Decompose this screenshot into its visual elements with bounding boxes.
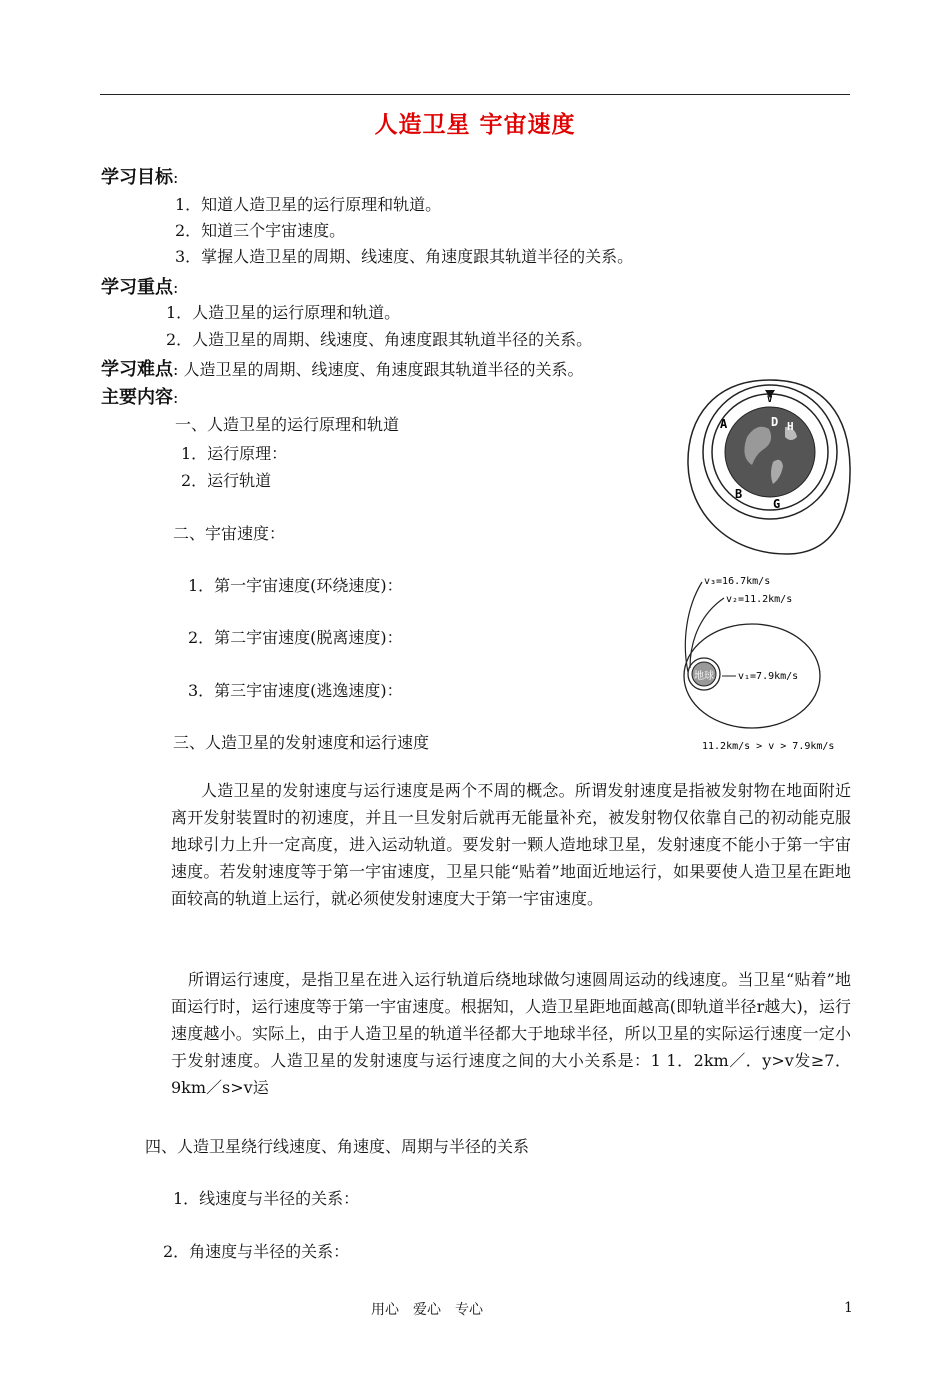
section-3-paragraph-1: 人造卫星的发射速度与运行速度是两个不周的概念。所谓发射速度是指被发射物在地面附近离开发射装置时的初速度，并且一旦发射后就再无能量补充，被发射物仅依靠自己的初动能克服地球引力上升一定高度，进入运动轨道。要发射一颗人造地球卫星，发射速度不能小于第一宇宙速度。若发射速度等于第一宇宙速度，卫星只能“贴着”地面近地运行，如果要使人造卫星在距地面较高的轨道上运行，就必须使发射速度大于第一宇宙速度。 [171, 781, 851, 908]
section-4-title: 四、人造卫星绕行线速度、角速度、周期与半径的关系 [145, 1137, 530, 1156]
difficulty-line: 学习难点: 人造卫星的周期、线速度、角速度跟其轨道半径的关系。 [101, 359, 584, 380]
main-heading: 主要内容 [101, 387, 173, 408]
objectives-heading: 学习目标 [101, 167, 173, 188]
orbit-diagram [685, 372, 855, 562]
keypoint-item: 2．人造卫星的周期、线速度、角速度跟其轨道半径的关系。 [166, 330, 593, 349]
section-1-item: 2．运行轨道 [181, 471, 272, 490]
v1-label: v₁=7.9km/s [738, 671, 799, 682]
section-2-title: 二、宇宙速度： [173, 524, 286, 543]
objective-item: 2．知道三个宇宙速度。 [175, 221, 346, 240]
section-2-item: 2．第二宇宙速度(脱离速度)： [188, 628, 403, 647]
orbit-label: V [767, 395, 773, 405]
section-2-item: 1．第一宇宙速度(环绕速度)： [188, 576, 403, 595]
objective-item: 1．知道人造卫星的运行原理和轨道。 [175, 195, 442, 214]
earth-label: 地球 [694, 671, 714, 682]
objective-item: 3．掌握人造卫星的周期、线速度、角速度跟其轨道半径的关系。 [175, 247, 634, 266]
v2-label: v₂=11.2km/s [726, 594, 793, 605]
main-heading-line: 主要内容: [101, 387, 179, 408]
cosmic-velocity-diagram [680, 568, 860, 756]
keypoints-heading: 学习重点 [101, 277, 173, 298]
difficulty-text: 人造卫星的周期、线速度、角速度跟其轨道半径的关系。 [183, 360, 584, 379]
v3-label: v₃=16.7km/s [704, 576, 771, 587]
section-4-item: 1．线速度与半径的关系： [173, 1189, 360, 1208]
escape-trajectory-v2 [690, 598, 724, 668]
footer-motto: 用心 爱心 专心 [371, 1302, 483, 1318]
keypoints-heading-line: 学习重点: [101, 277, 179, 298]
objectives-heading-line: 学习目标: [101, 167, 179, 188]
section-3-paragraph-2: 所谓运行速度，是指卫星在进入运行轨道后绕地球做匀速圆周运动的线速度。当卫星“贴着”地面运行时，运行速度等于第一宇宙速度。根据知，人造卫星距地面越高(即轨道半径r越大)，运行速度越小。实际上，由于人造卫星的轨道半径都大于地球半径，所以卫星的实际运行速度一定小于发射速度。人造卫星的发射速度与运行速度之间的大小关系是：1 1．2km／．y>v发≥7．9km／s>v运 [171, 970, 851, 1097]
section-1-item: 1．运行原理： [181, 444, 288, 463]
page-title: 人造卫星 宇宙速度 [374, 112, 576, 138]
section-1-title: 一、人造卫星的运行原理和轨道 [175, 415, 400, 434]
orbit-label: G [773, 497, 781, 511]
header-rule [100, 94, 850, 95]
orbit-label: A [720, 417, 728, 431]
orbit-label: H [787, 420, 794, 433]
page-number: 1 [844, 1300, 853, 1316]
difficulty-heading: 学习难点 [101, 359, 173, 380]
section-2-item: 3．第三宇宙速度(逃逸速度)： [188, 681, 403, 700]
keypoint-item: 1．人造卫星的运行原理和轨道。 [166, 303, 401, 322]
orbit-label: B [735, 487, 743, 501]
orbit-label: D [771, 415, 779, 429]
velocity-relation: 11.2km/s > v > 7.9km/s [702, 741, 835, 752]
earth-globe [725, 407, 815, 497]
section-4-item: 2．角速度与半径的关系： [163, 1242, 350, 1261]
section-3-title: 三、人造卫星的发射速度和运行速度 [173, 733, 430, 752]
